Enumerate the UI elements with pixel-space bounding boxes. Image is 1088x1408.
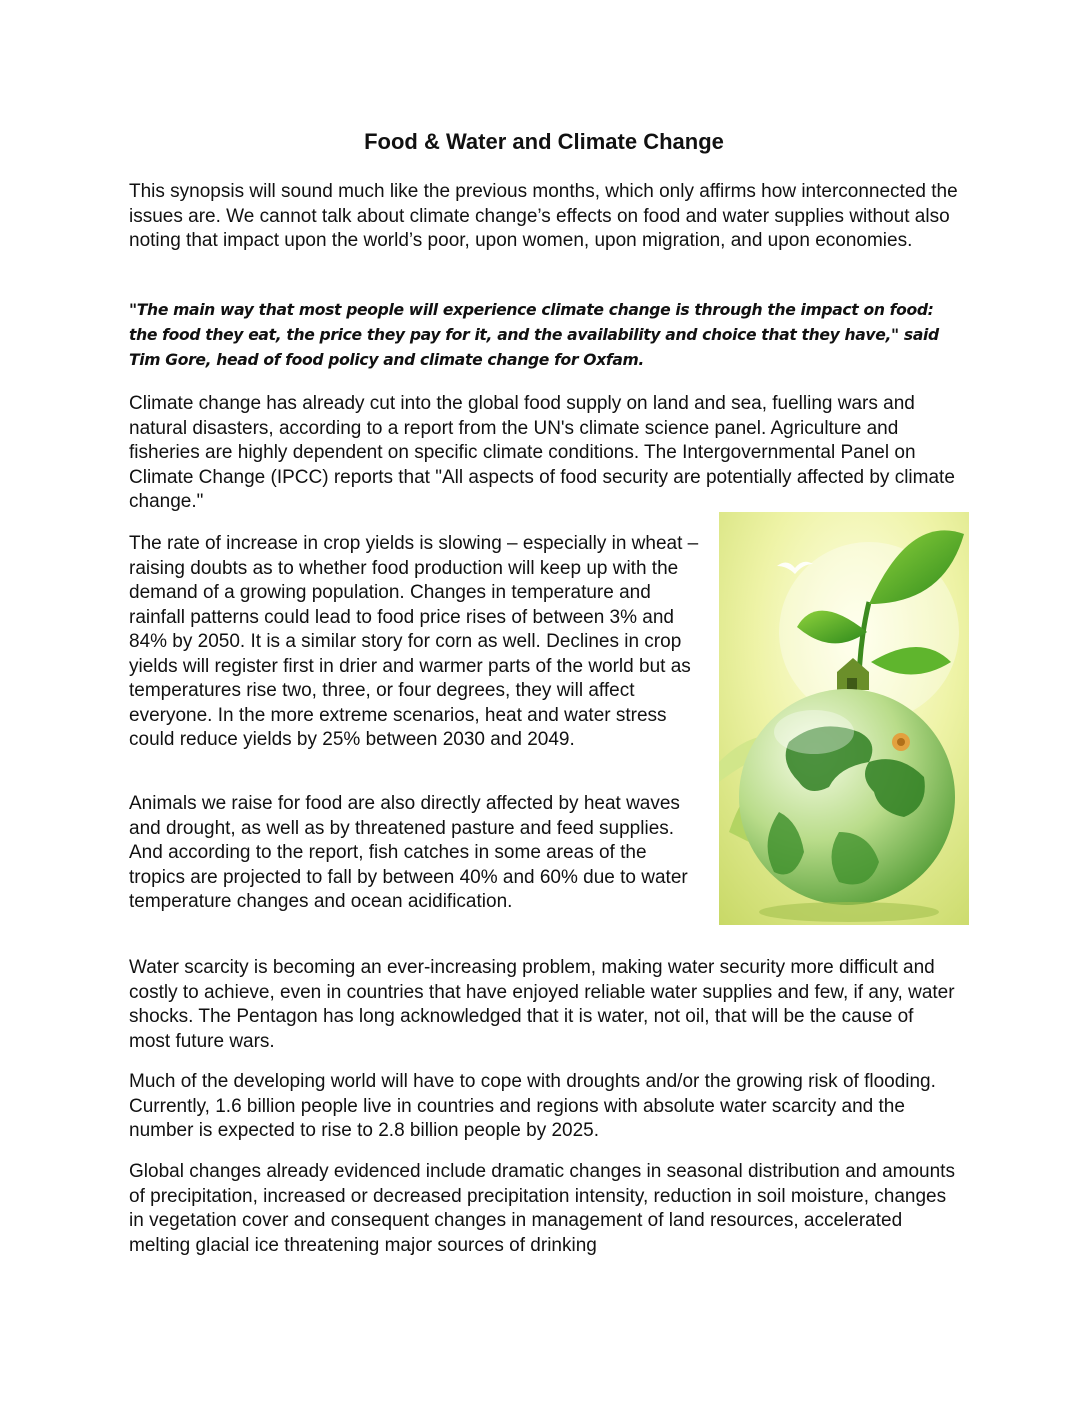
ipcc-paragraph: Climate change has already cut into the global food supply on land and sea, fuelling wars and natural disasters, according to a report from the UN's climate science panel. Agriculture and fisheries are highly dependent on specific climate conditions. The Intergovernmental Panel on Climate Change (IPCC) reports that "All aspects of food security are potentially affected by climate change." bbox=[129, 393, 955, 512]
oxfam-quote: "The main way that most people will experience climate change is through the impact on food: the food they eat, the price they pay for it, and the availability and choice that they have," said Tim Gore, head of food policy and climate change for Oxfam. bbox=[129, 301, 939, 369]
intro-paragraph: This synopsis will sound much like the previous months, which only affirms how interconnected the issues are. We cannot talk about climate change’s effects on food and water supplies without also noting that impact upon the world’s poor, upon women, upon migration, and upon economies. bbox=[129, 181, 958, 251]
green-earth-sprout-illustration bbox=[719, 512, 969, 925]
developing-world-paragraph: Much of the developing world will have to cope with droughts and/or the growing risk of flooding. Currently, 1.6 billion people live in countries and regions with absolute water scarcity and the number is expected to rise to 2.8 billion people by 2025. bbox=[129, 1071, 936, 1141]
earth-sprout-icon bbox=[719, 512, 969, 925]
global-changes-paragraph: Global changes already evidenced include dramatic changes in seasonal distribution and amounts of precipitation, increased or decreased precipitation intensity, reduction in soil moisture, changes in vegetation cover and consequent changes in management of land resources, accelerated melting glacial ice threatening major sources of drinking bbox=[129, 1161, 955, 1256]
animals-paragraph: Animals we raise for food are also directly affected by heat waves and drought, as well as by threatened pasture and feed supplies. And according to the report, fish catches in some areas of the tropics are projected to fall by between 40% and 60% due to water temperature changes and ocean acidification. bbox=[129, 793, 688, 912]
water-scarcity-paragraph: Water scarcity is becoming an ever-increasing problem, making water security more difficult and costly to achieve, even in countries that have enjoyed reliable water supplies and few, if any, water shocks. The Pentagon has long acknowledged that it is water, not oil, that will be the cause of most future wars. bbox=[129, 957, 955, 1052]
crop-yields-paragraph: The rate of increase in crop yields is slowing – especially in wheat – raising doubts as to whether food production will keep up with the demand of a growing population. Changes in temperature and rainfall patterns could lead to food price rises of between 3% and 84% by 2050. It is a similar story for corn as well. Declines in crop yields will register first in drier and warmer parts of the world but as temperatures rise two, three, or four degrees, they will affect everyone. In the more extreme scenarios, heat and water stress could reduce yields by 25% between 2030 and 2049. bbox=[129, 533, 699, 750]
page-title: Food & Water and Climate Change bbox=[364, 129, 724, 154]
